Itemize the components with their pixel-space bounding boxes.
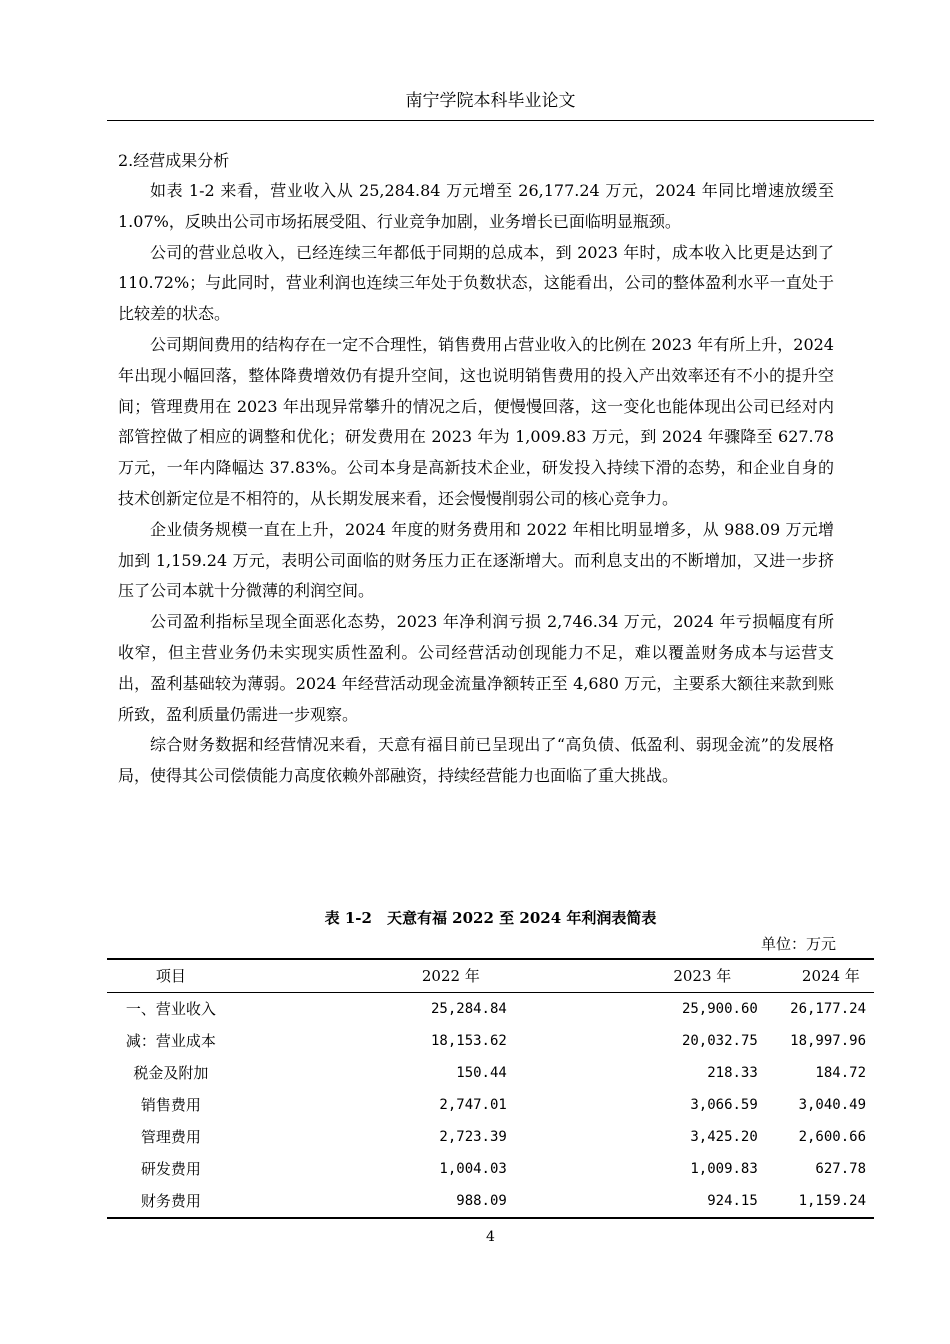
cell-2023: 924.15 (507, 1185, 758, 1218)
cell-2022: 2,723.39 (439, 1129, 507, 1145)
table-row (107, 1057, 874, 1089)
cell-2024: 627.78 (815, 1161, 866, 1177)
column-header-2023: 2023 年 (507, 959, 758, 993)
cell-2023: 3,425.20 (690, 1129, 758, 1145)
table-row (107, 1185, 874, 1218)
column-header-2024: 2024 年 (758, 959, 874, 993)
cell-2022: 18,153.62 (430, 1033, 507, 1049)
page-header-title: 南宁学院本科毕业论文 (405, 91, 576, 111)
cell-2024: 184.72 (815, 1065, 866, 1081)
section-heading: 2.经营成果分析 (118, 151, 230, 170)
page-number: 4 (486, 1229, 495, 1245)
table-row (107, 1153, 874, 1185)
cell-2022: 25,284.84 (430, 1001, 507, 1017)
cell-2024: 3,040.49 (798, 1097, 866, 1113)
paragraph: 公司期间费用的结构存在一定不合理性，销售费用占营业收入的比例在 2023 年有所上升，2024 年出现小幅回落，整体降费增效仍有提升空间，这也说明销售费用的投入产出效率还有不小的提升空间；管理费用在 2023 年出现异常攀升的情况之后，便慢慢回落，这一变化也能体现出公司已经对内部管控做了相应的调整和优化；研发费用在 2023 年为 1,009.83 万元，到 2024 年骤降至 627.78 万元，一年内降幅达 37.83%。公司本身是高新技术企业，研发投入持续下滑的态势，和企业自身的技术创新定位是不相符的，从长期发展来看，还会慢慢削弱公司的核心竞争力。 (118, 334, 834, 508)
table-caption: 表 1-2 天意有福 2022 至 2024 年利润表简表 (324, 909, 657, 927)
row-label: 研发费用 (140, 1160, 201, 1178)
row-label: 管理费用 (140, 1128, 201, 1146)
paragraph: 综合财务数据和经营情况来看，天意有福目前已呈现出了“高负债、低盈利、弱现金流”的发展格局，使得其公司偿债能力高度依赖外部融资，持续经营能力也面临了重大挑战。 (118, 735, 834, 786)
paragraph: 公司盈利指标呈现全面恶化态势，2023 年净利润亏损 2,746.34 万元，2024 年亏损幅度有所收窄，但主营业务仍未实现实质性盈利。公司经营活动创现能力不足，难以覆盖财务成本与运营支出，盈利基础较为薄弱。2024 年经营活动现金流量净额转正至 4,680 万元，主要系大额往来款到账所致，盈利质量仍需进一步观察。 (118, 612, 834, 724)
table-header-row (107, 959, 874, 993)
cell-2022: 2,747.01 (439, 1097, 507, 1113)
header-rule (107, 120, 874, 121)
row-label: 一、营业收入 (125, 1000, 216, 1018)
cell-2023: 25,900.60 (681, 1001, 758, 1017)
column-header-item: 项目 (107, 959, 235, 993)
cell-2024: 2,600.66 (798, 1129, 866, 1145)
table-unit: 单位：万元 (760, 935, 836, 953)
paragraph: 如表 1-2 来看，营业收入从 25,284.84 万元增至 26,177.24 万元，2024 年同比增速放缓至 1.07%，反映出公司市场拓展受阻、行业竞争加剧，业务增长已面临明显瓶颈。 (118, 181, 834, 231)
body-content (118, 146, 834, 792)
cell-2022: 150.44 (456, 1065, 507, 1081)
cell-2023: 20,032.75 (681, 1033, 758, 1049)
cell-2022: 1,004.03 (439, 1161, 507, 1177)
paragraph: 公司的营业总收入，已经连续三年都低于同期的总成本，到 2023 年时，成本收入比更是达到了 110.72%；与此同时，营业利润也连续三年处于负数状态，这能看出，公司的整体盈利水平一直处于比较差的状态。 (118, 242, 834, 324)
table-row (107, 1025, 874, 1057)
income-statement-table (107, 958, 874, 1219)
column-header-2022: 2022 年 (235, 959, 507, 993)
paragraph: 企业债务规模一直在上升，2024 年度的财务费用和 2022 年相比明显增多，从 988.09 万元增加到 1,159.24 万元，表明公司面临的财务压力正在逐渐增大。而利息支出的不断增加，又进一步挤压了公司本就十分微薄的利润空间。 (118, 519, 834, 601)
row-label: 财务费用 (107, 1185, 235, 1218)
cell-2022: 988.09 (235, 1185, 507, 1218)
cell-2023: 218.33 (707, 1065, 758, 1081)
cell-2024: 1,159.24 (758, 1185, 874, 1218)
table-row (107, 1089, 874, 1121)
row-label: 税金及附加 (133, 1064, 209, 1082)
row-label: 减：营业成本 (125, 1032, 216, 1050)
row-label: 销售费用 (140, 1096, 201, 1114)
cell-2024: 18,997.96 (790, 1033, 866, 1049)
cell-2024: 26,177.24 (790, 1001, 866, 1017)
cell-2023: 3,066.59 (690, 1097, 758, 1113)
cell-2023: 1,009.83 (690, 1161, 758, 1177)
table-row (107, 993, 874, 1026)
table-row (107, 1121, 874, 1153)
